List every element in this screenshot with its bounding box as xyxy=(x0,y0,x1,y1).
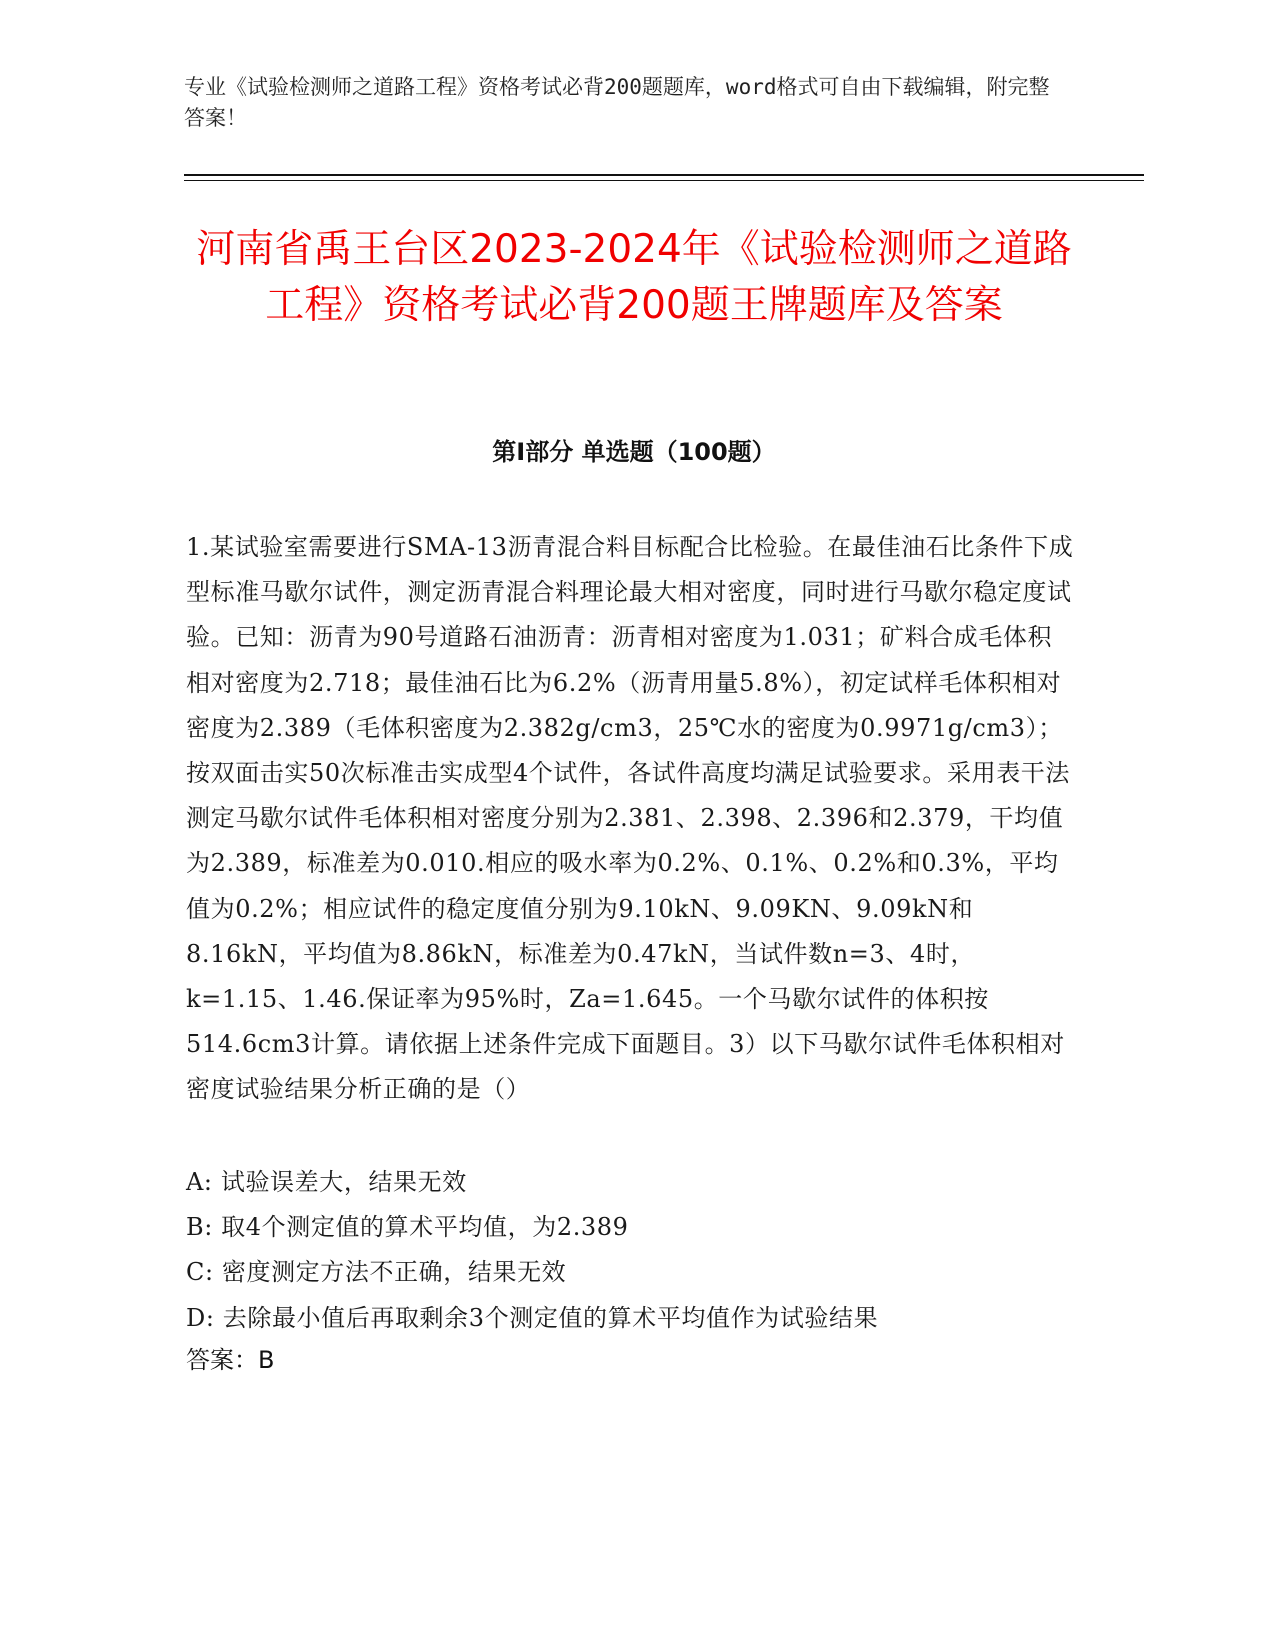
answer-text: 答案：B xyxy=(186,1346,275,1374)
document-title: 河南省禹王台区2023-2024年《试验检测师之道路工程》资格考试必背200题王牌题库及答案 xyxy=(196,227,1072,328)
header-note: 专业《试验检测师之道路工程》资格考试必背200题题库，word格式可自由下载编辑，附完整答案！ xyxy=(184,75,1050,130)
question-text: 1.某试验室需要进行SMA-13沥青混合料目标配合比检验。在最佳油石比条件下成型标准马歇尔试件，测定沥青混合料理论最大相对密度，同时进行马歇尔稳定度试验。已知：沥青为90号道路石油沥青：沥青相对密度为1.031；矿料合成毛体积相对密度为2.718；最佳油石比为6.2%（沥青用量5.8%），初定试样毛体积相对密度为2.389（毛体积密度为2.382g/cm3，25℃水的密度为0.9971g/cm3）；按双面击实50次标准击实成型4个试件，各试件高度均满足试验要求。采用表干法测定马歇尔试件毛体积相对密度分别为2.381、2.398、2.396和2.379，干均值为2.389，标准差为0.010.相应的吸水率为0.2%、0.1%、0.2%和0.3%，平均值为0.2%；相应试件的稳定度值分别为9.10kN、9.09KN、9.09kN和8.16kN，平均值为8.86kN，标准差为0.47kN，当试件数n=3、4时，k=1.15、1.46.保证率为95%时，Za=1.645。一个马歇尔试件的体积按514.6cm3计算。请依据上述条件完成下面题目。3）以下马歇尔试件毛体积相对密度试验结果分析正确的是（） xyxy=(186,533,1074,1104)
header-rule-thin xyxy=(184,180,1144,181)
option-a: A: 试验误差大，结果无效 xyxy=(186,1168,467,1196)
option-list xyxy=(186,1160,1076,1341)
option-b: B: 取4个测定值的算术平均值，为2.389 xyxy=(186,1213,629,1242)
option-d: D: 去除最小值后再取剩余3个测定值的算术平均值作为试验结果 xyxy=(186,1303,879,1332)
option-c: C: 密度测定方法不正确，结果无效 xyxy=(186,1258,567,1287)
header-rule-thick xyxy=(184,174,1144,176)
section-heading: 第I部分 单选题（100题） xyxy=(492,438,776,466)
